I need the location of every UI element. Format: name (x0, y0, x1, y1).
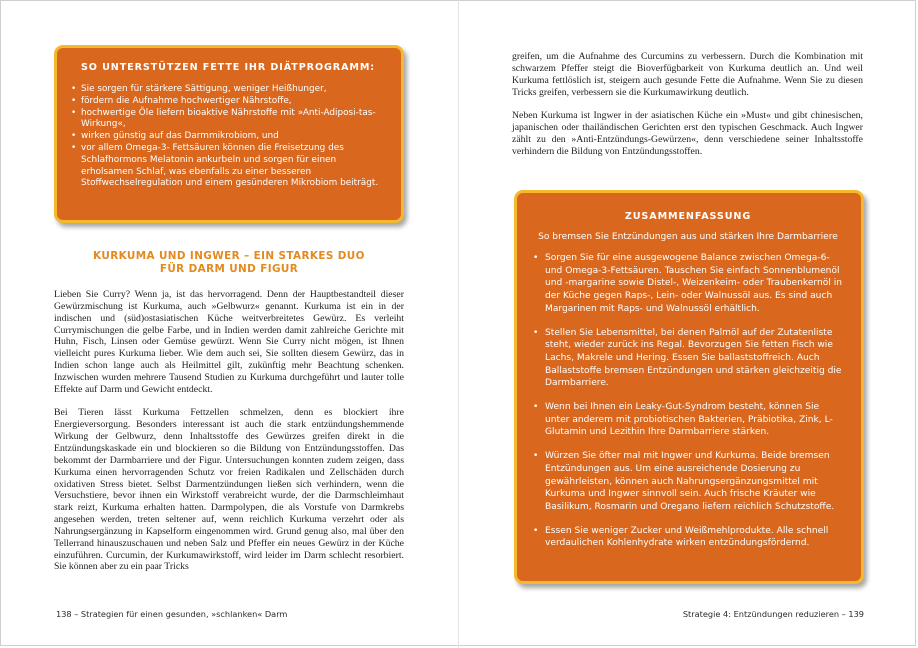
right-body-text (512, 51, 863, 158)
fat-benefits-box (54, 45, 404, 223)
paragraph: greifen, um die Aufnahme des Curcumins zu verbessern. Durch die Kombination mit schwarzem Pfeffer steigt die Bioverfügbarkeit von Kurkuma deutlich an. Und weil Kurkuma fettlöslich ist, steigern auch gesunde Fette die Aufnahme. Wenn Sie zu diesen Tricks greifen, verbessern sie die Kurkumawirkung deutlich. (512, 51, 863, 98)
fat-benefits-list (71, 84, 385, 190)
list-item: • Würzen Sie öfter mal mit Ingwer und Kurkuma. Beide bremsen Entzündungen aus. Um eine ausreichende Dosierung zu gewährleisten, können auch Nahrungsergänzungsmittel mit Kurkuma und Ingwer sinnvoll sein. Auch frische Kräuter wie Basilikum, Rosmarin und Oregano liefern reichlich Schutzstoffe. (545, 450, 843, 514)
section-heading-line1: KURKUMA UND INGWER – EIN STARKES DUO (93, 250, 365, 262)
fat-benefits-box-title: SO UNTERSTÜTZEN FETTE IHR DIÄTPROGRAMM: (80, 62, 376, 73)
summary-box-intro: So bremsen Sie Entzündungen aus und stärken Ihre Darmbarriere (538, 232, 838, 242)
summary-box (514, 190, 864, 584)
section-heading (54, 250, 404, 276)
left-body-text (54, 289, 404, 573)
paragraph: Bei Tieren lässt Kurkuma Fettzellen schmelzen, denn es blockiert ihre Energieversorgung. Besonders interessant ist auch die stark entzündungshemmende Wirkung der Gelbwurz, denn Inhaltsstoffe des Gewürzes greifen direkt in die Entzündungskaskade ein und blockieren so die Bildung von Entzündungsstoffen. Das bekommt der Darmbarriere und der Figur. Untersuchungen konnten zudem zeigen, dass Kurkuma einen hervorragenden Schutz vor freien Radikalen und Zellschäden durch oxidativen Stress bietet. Selbst Darmentzündungen ließen sich verhindern, wenn die Versuchstiere, bevor ihnen ein Wirkstoff verabreicht wurde, der die Darmschleimhaut stark reizt, Kurkuma erhalten hatten. Darmpolypen, die als Vorstufe von Darmkrebs angesehen werden, treten seltener auf, wenn reichlich Kurkuma verzehrt oder als Nahrungsergänzung in Kapselform eingenommen wird. Grund genug also, mal über den Tellerrand hinauszuschauen und neben Salz und Pfeffer ein neues Gewürz in der Küche einzuführen. Curcumin, der Kurkumawirkstoff, wird leider im Darm schlecht resorbiert. Sie können aber zu ein paar Tricks (54, 407, 404, 573)
left-page-footer: 138 – Strategien für einen gesunden, »schlanken« Darm (56, 609, 288, 619)
list-item: • Wenn bei Ihnen ein Leaky-Gut-Syndrom besteht, können Sie unter anderem mit probiotischen Bakterien, Präbiotika, Zink, L-Glutamin und Lezithin Ihre Darmbarriere stärken. (545, 401, 843, 439)
section-heading-line2: FÜR DARM UND FIGUR (159, 263, 299, 275)
paragraph: Lieben Sie Curry? Wenn ja, ist das hervorragend. Denn der Hauptbestandteil dieser Gewürzmischung ist Kurkuma, auch »Gelbwurz« genannt. Kurkuma ist ein in der indischen und (süd)ostasiatischen Küche weitverbreitetes Gewürz. Es verleiht Currymischungen die gelbe Farbe, und in Indien werden damit zahlreiche Gerichte mit Huhn, Fisch, Linsen oder Gemüse gewürzt. Wenn Sie Curry nicht mögen, ist Ihnen vielleicht pures Kurkuma lieber. Wie dem auch sei, Sie sollten diesem Gewürz, das in Indien schon lange auch als Heilmittel gilt, zukünftig mehr Beachtung schenken. Inzwischen wurden mehrere Tausend Studien zu Kurkuma durchgeführt und lauter tolle Effekte auf Darm und Gewicht entdeckt. (54, 289, 404, 395)
summary-box-title: ZUSAMMENFASSUNG (624, 211, 752, 222)
paragraph: Neben Kurkuma ist Ingwer in der asiatischen Küche ein »Must« und gibt chinesischen, japanischen oder thailändischen Gerichten erst den typischen Geschmack. Auch Ingwer zählt zu den »Anti-Entzündungs-Gewürzen«, denn verschiedene seiner Inhaltsstoffe verhindern die Bildung von Entzündungsstoffen. (512, 110, 863, 157)
book-spine (458, 0, 459, 648)
list-item: • hochwertige Öle liefern bioaktive Nährstoffe mit »Anti-Adiposi-tas-Wirkung«, (81, 108, 385, 132)
list-item: • Sorgen Sie für eine ausgewogene Balance zwischen Omega-6- und Omega-3-Fettsäuren. Tauschen Sie einfach Sonnenblumenöl und -margarine sowie Distel-, Weizenkeim- oder Traubenkernöl in der Küche gegen Raps-, Lein- oder Walnussöl aus. Es sind auch Margarinen mit Raps- und Walnussöl erhältlich. (545, 252, 843, 316)
list-item: • Essen Sie weniger Zucker und Weißmehlprodukte. Alle schnell verdaulichen Kohlenhydrate wirken entzündungsfördernd. (545, 525, 843, 550)
list-item: • fördern die Aufnahme hochwertiger Nährstoffe, (81, 96, 385, 108)
summary-list (533, 252, 843, 550)
list-item: • Sie sorgen für stärkere Sättigung, weniger Heißhunger, (81, 84, 385, 96)
list-item: • wirken günstig auf das Darmmikrobiom, und (81, 131, 385, 143)
list-item: • Stellen Sie Lebensmittel, bei denen Palmöl auf der Zutatenliste steht, wieder zurück ins Regal. Bevorzugen Sie fetten Fisch wie Lachs, Makrele und Hering. Essen Sie ballaststoffreich. Auch Ballaststoffe bremsen Entzündungen und stärken gleichzeitig die Darmbarriere. (545, 327, 843, 391)
right-page-footer: Strategie 4: Entzündungen reduzieren – 139 (682, 609, 864, 619)
list-item: • vor allem Omega-3- Fettsäuren können die Freisetzung des Schlafhormons Melatonin ankurbeln und sorgen für einen erholsamen Schlaf, was ebenfalls zu einer besseren Stoffwechselregulation und einem gesünderen Mikrobiom beiträgt. (81, 143, 385, 190)
